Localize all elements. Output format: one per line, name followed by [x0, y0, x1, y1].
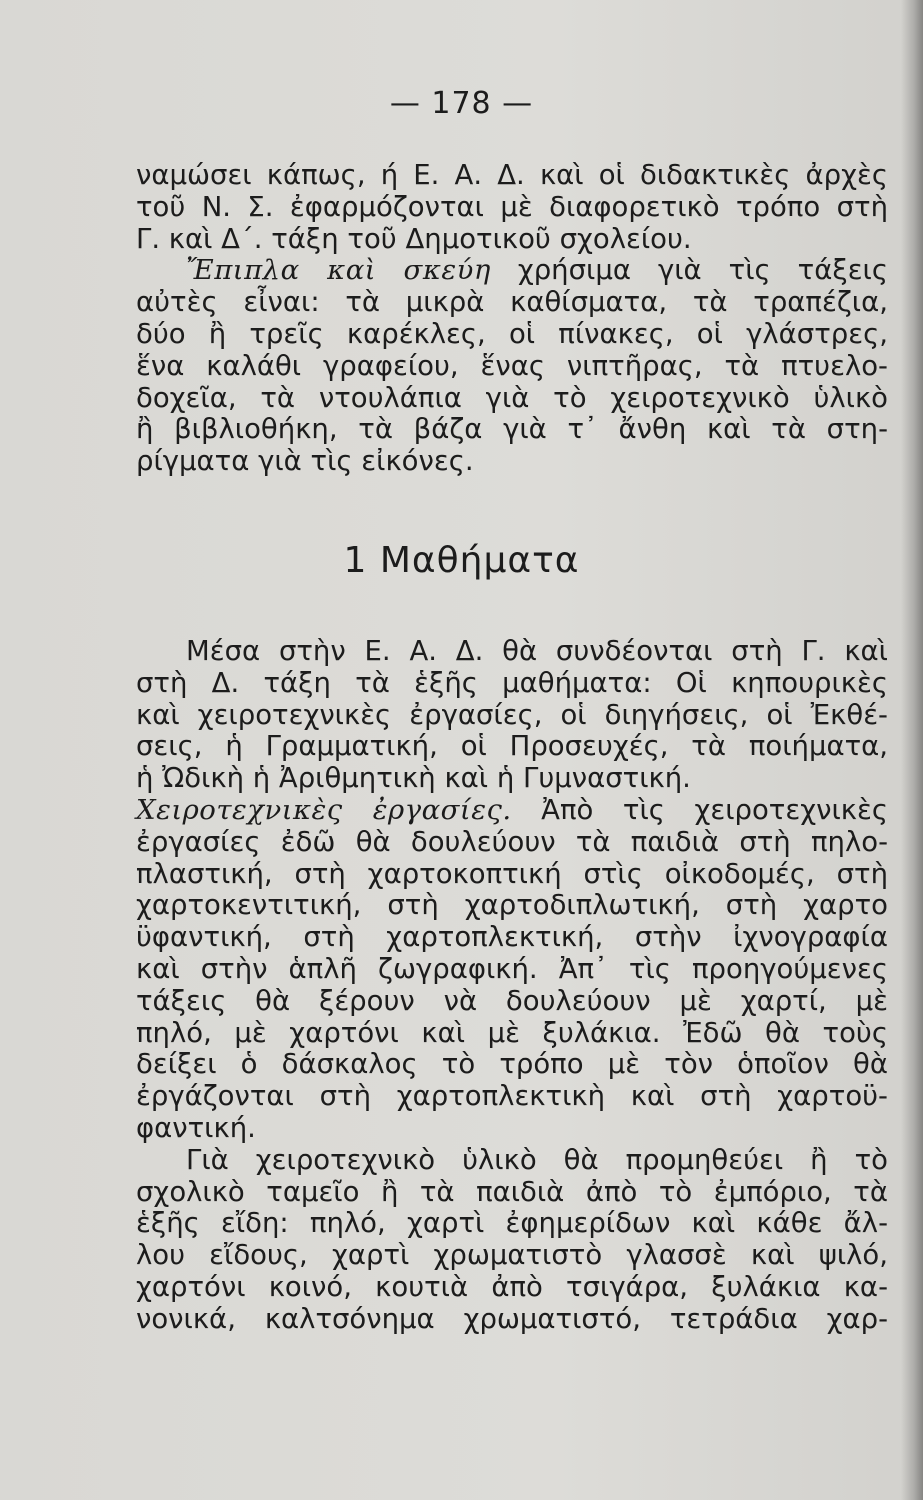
text-line: Γιὰ χειροτεχνικὸ ὑλικὸ θὰ προμηθεύει ἢ τὸ [186, 1143, 888, 1176]
text-run: χρήσιμα γιὰ τὶς τάξεις [517, 254, 889, 287]
text-line: ἑξῆς εἴδη: πηλό, χαρτὶ ἐφημερίδων καὶ κάθε ἄλ- [136, 1207, 888, 1240]
text-line: στὴ Δ. τάξη τὰ ἑξῆς μαθήματα: Οἱ κηπουρικὲς [136, 666, 888, 699]
paragraph-first-line [136, 795, 888, 827]
text-line: ρίγματα γιὰ τὶς εἰκόνες. [136, 445, 474, 478]
text-line: χαρτοκεντιτική, στὴ χαρτοδιπλωτική, στὴ χαρτο [136, 889, 888, 922]
text-line: χαρτόνι κοινό, κουτιὰ ἀπὸ τσιγάρα, ξυλάκια κα- [136, 1270, 888, 1303]
text-line: Γ. καὶ Δ΄. τάξη τοῦ Δημοτικοῦ σχολείου. [136, 222, 692, 255]
italic-term: Χειροτεχνικὲς ἐργασίες. [136, 793, 512, 826]
text-run: Ἀπὸ τὶς χειροτεχνικὲς [541, 793, 888, 826]
text-line: τάξεις θὰ ξέρουν νὰ δουλεύουν μὲ χαρτί, μὲ [136, 984, 888, 1017]
italic-term: Ἔπιπλα καὶ σκεύη [186, 254, 491, 287]
text-line: ἢ βιβλιοθήκη, τὰ βάζα γιὰ τ᾽ ἄνθη καὶ τὰ στη- [136, 413, 888, 446]
page-edge-shadow [901, 0, 923, 1500]
text-line: αὐτὲς εἶναι: τὰ μικρὰ καθίσματα, τὰ τραπέζια, [136, 286, 888, 319]
text-line: καὶ στὴν ἁπλῆ ζωγραφική. Ἀπ᾽ τὶς προηγούμενες [136, 952, 888, 985]
section-heading: 1 Μαθήματα [343, 540, 580, 581]
text-line: ἐργάζονται στὴ χαρτοπλεκτικὴ καὶ στὴ χαρτοϋ- [136, 1080, 888, 1113]
text-line: ναμώσει κάπως, ή Ε. Α. Δ. καὶ οἱ διδακτικὲς ἀρχὲς [136, 159, 888, 191]
text-line: καὶ χειροτεχνικὲς ἐργασίες, οἱ διηγήσεις, οἱ Ἐκθέ- [136, 698, 888, 731]
text-block-top [136, 160, 888, 478]
text-block-bottom [136, 636, 888, 1336]
text-line: νονικά, καλτσόνημα χρωματιστό, τετράδια χαρ- [136, 1302, 888, 1335]
paragraph-first-line [136, 255, 888, 287]
text-line: Μέσα στὴν Ε. Α. Δ. θὰ συνδέονται στὴ Γ. καὶ [186, 635, 888, 667]
text-line: ϋφαντική, στὴ χαρτοπλεκτική, στὴν ἰχνογραφία [136, 921, 888, 954]
page-number: — 178 — [389, 86, 534, 121]
text-line: σεις, ἡ Γραμματική, οἱ Προσευχές, τὰ ποιήματα, [136, 730, 888, 763]
text-line: δοχεῖα, τὰ ντουλάπια γιὰ τὸ χειροτεχνικὸ ὑλικὸ [136, 381, 888, 414]
text-line: ἕνα καλάθι γραφείου, ἕνας νιπτῆρας, τὰ πτυελο- [136, 349, 888, 382]
text-line: δείξει ὁ δάσκαλος τὸ τρόπο μὲ τὸν ὁποῖον θὰ [136, 1048, 888, 1081]
text-line: δύο ἢ τρεῖς καρέκλες, οἱ πίνακες, οἱ γλάστρες, [136, 317, 888, 350]
text-line: τοῦ Ν. Σ. ἐφαρμόζονται μὲ διαφορετικὸ τρόπο στὴ [136, 190, 888, 223]
text-line: λου εἴδους, χαρτὶ χρωματιστὸ γλασσὲ καὶ ψιλό, [136, 1239, 888, 1272]
text-line: σχολικὸ ταμεῖο ἢ τὰ παιδιὰ ἀπὸ τὸ ἐμπόριο, τὰ [136, 1175, 888, 1208]
text-line: ἐργασίες ἐδῶ θὰ δουλεύουν τὰ παιδιὰ στὴ πηλο- [136, 825, 888, 858]
text-line: φαντική. [136, 1111, 256, 1144]
text-line: πλαστική, στὴ χαρτοκοπτική στὶς οἰκοδομές, στὴ [136, 857, 888, 890]
text-line: ἡ Ὠδικὴ ἡ Ἀριθμητικὴ καὶ ἡ Γυμναστική. [136, 762, 691, 795]
text-line: πηλό, μὲ χαρτόνι καὶ μὲ ξυλάκια. Ἐδῶ θὰ τοὺς [136, 1016, 888, 1049]
